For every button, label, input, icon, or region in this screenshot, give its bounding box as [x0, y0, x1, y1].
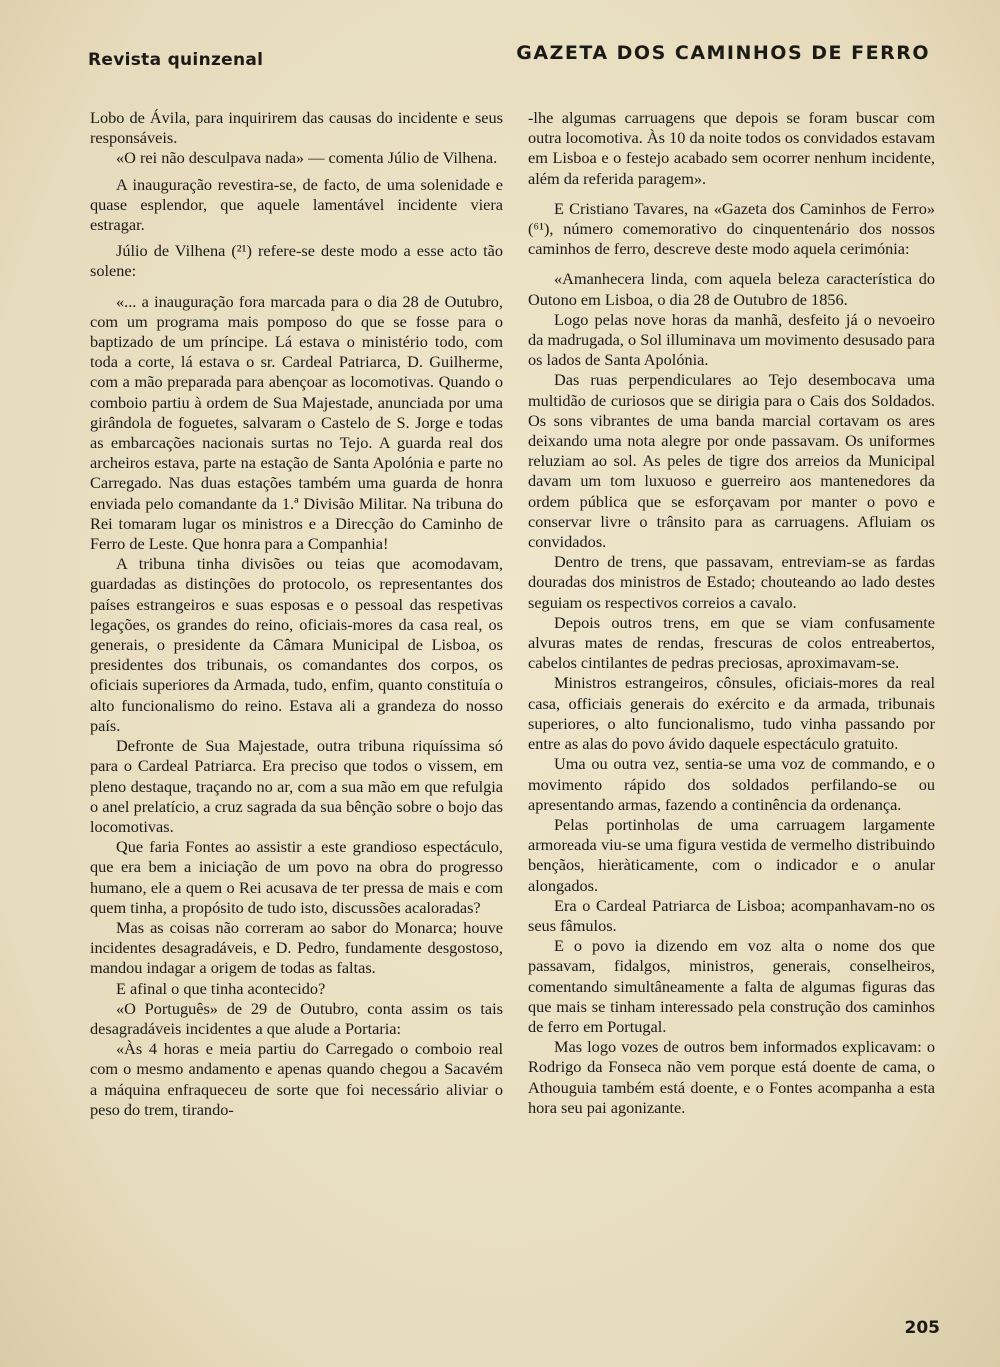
paragraph: «Às 4 horas e meia partiu do Carregado o comboio real com o mesmo andamento e apenas quando chegou a Sacavém a máquina enfraqueceu de sorte que foi necessário aliviar o peso do trem, tirando-: [90, 1039, 503, 1119]
quote-paragraph: «Amanhecera linda, com aquela beleza característica do Outono em Lisboa, o dia 28 de Outubro de 1856.: [528, 269, 935, 309]
paragraph: E afinal o que tinha acontecido?: [116, 978, 326, 998]
page-number: 205: [904, 1318, 940, 1338]
paragraph: E o povo ia dizendo em voz alta o nome dos que passavam, fidalgos, ministros, generais, conselheiros, comentando simultâneamente a falta de algumas figuras das que mais se tinham interessado pela construção dos caminhos de ferro em Portugal.: [528, 936, 935, 1036]
paragraph: «O Português» de 29 de Outubro, conta assim os tais desagradáveis incidentes a que alude a Portaria:: [90, 998, 503, 1038]
paragraph: «O rei não desculpava nada» — comenta Júlio de Vilhena.: [116, 148, 498, 168]
paragraph: Dentro de trens, que passavam, entreviam-se as fardas douradas dos ministros de Estado; chouteando ao lado destes seguiam os respectivos correios a cavalo.: [528, 552, 935, 612]
paragraph: Depois outros trens, em que se viam confusamente alvuras mates de rendas, frescuras de colos entreabertos, cabelos cintilantes de pedras preciosas, aproximavam-se.: [528, 612, 935, 673]
paragraph: Era o Cardeal Patriarca de Lisboa; acompanhavam-no os seus fâmulos.: [528, 895, 935, 935]
publication-frequency: Revista quinzenal: [88, 50, 264, 70]
paragraph: Ministros estrangeiros, cônsules, oficiais-mores da real casa, officiais generais do exército e da armada, tribunais superiores, o alto funcionalismo, tudo vinha passando por entre as alas do povo ávido daquele espectáculo gratuito.: [528, 673, 935, 754]
paragraph: Mas as coisas não correram ao sabor do Monarca; houve incidentes desagradáveis, e D. Pedro, fundamente desgostoso, mandou indagar a origem de todas as faltas.: [90, 917, 503, 978]
quote-paragraph: «... a inauguração fora marcada para o dia 28 de Outubro, com um programa mais pomposo do que se fosse para o baptizado de um príncipe. Lá estava o ministério todo, com toda a corte, lá estava o sr. Cardeal Patriarca, D. Guilherme, com a mão preparada para abençoar as locomotivas. Quando o comboio partiu à ordem de Sua Majestade, anunciada por uma girândola de foguetes, salvaram o Castelo de S. Jorge e todas as embarcações nacionais surtas no Tejo. A guarda real dos archeiros estava, parte na estação de Santa Apolónia e parte no Carregado. Nas duas estações também uma guarda de honra enviada pelo comandante da 1.ª Divisão Militar. Na tribuna do Rei tomaram lugar os ministros e a Direcção do Caminho de Ferro de Leste. Que honra para a Companhia!: [90, 291, 503, 554]
paragraph: Júlio de Vilhena (²¹) refere-se deste modo a esse acto tão solene:: [90, 241, 503, 281]
paragraph: A tribuna tinha divisões ou teias que acomodavam, guardadas as distinções do protocolo, os representantes dos países estrangeiros e suas esposas e o pessoal das respetivas legações, os grandes do reino, oficiais-mores da casa real, os generais, o presidente da Câmara Municipal de Lisboa, os presidentes dos tribunais, os comandantes dos corpos, os oficiais superiores da Armada, tudo, enfim, quanto constituía o alto funcionalismo do reino. Estava ali a grandeza do nosso país.: [90, 554, 503, 735]
paragraph: Que faria Fontes ao assistir a este grandioso espectáculo, que era bem a iniciação de um povo na obra do progresso humano, ele a quem o Rei acusava de ter pressa de mais e com quem tinha, a propósito de tudo isto, discussões acaloradas?: [90, 837, 503, 917]
paragraph: E Cristiano Tavares, na «Gazeta dos Caminhos de Ferro» (⁶¹), número comemorativo do cinquentenário dos nossos caminhos de ferro, descreve deste modo aquela cerimónia:: [528, 198, 935, 259]
publication-title: GAZETA DOS CAMINHOS DE FERRO: [516, 42, 930, 64]
paragraph: Uma ou outra vez, sentia-se uma voz de commando, e o movimento rápido dos soldados perfilando-se ou apresentando armas, fazendo a continência da ordenança.: [528, 754, 935, 814]
paragraph: A inauguração revestira-se, de facto, de uma solenidade e quase esplendor, que aquele lamentável incidente viera estragar.: [90, 174, 503, 235]
paragraph: Pelas portinholas de uma carruagem largamente armoreada viu-se uma figura vestida de vermelho distribuindo bençãos, hieràticamente, com o indicador e o anular alongados.: [528, 814, 935, 895]
paragraph: Das ruas perpendiculares ao Tejo desembocava uma multidão de curiosos que se dirigia para o Cais dos Soldados. Os sons vibrantes de uma banda marcial cortavam os ares deixando uma nota alegre por onde passavam. Os uniformes reluziam ao sol. As peles de tigre dos arreios da Municipal davam um tom luxuoso e guerreiro aos mantenedores da ordem pública que se esforçavam por manter o povo e conservar livre o trânsito para as carruagens. Afluiam os convidados.: [528, 370, 935, 552]
paragraph: Mas logo vozes de outros bem informados explicavam: o Rodrigo da Fonseca não vem porque está doente de cama, o Athouguia também está doente, e o Fontes acompanha a esta hora seu pai agonizante.: [528, 1037, 935, 1117]
paragraph: -lhe algumas carruagens que depois se foram buscar com outra locomotiva. Às 10 da noite todos os convidados estavam em Lisboa e o festejo acabado sem ocorrer nenhum incidente, além da referida paragem».: [528, 108, 935, 188]
paragraph: Lobo de Ávila, para inquirirem das causas do incidente e seus responsáveis.: [90, 108, 503, 148]
right-column: [528, 108, 935, 1118]
paragraph: Defronte de Sua Majestade, outra tribuna riquíssima só para o Cardeal Patriarca. Era preciso que todos o vissem, em pleno destaque, traçando no ar, com a sua mão em que refulgia o anel prelatício, a cruz sagrada da sua bênção sobre o bojo das locomotivas.: [90, 736, 503, 836]
paragraph: Logo pelas nove horas da manhã, desfeito já o nevoeiro da madrugada, o Sol illuminava um movimento desusado para os lados de Santa Apolónia.: [528, 309, 935, 370]
left-column: [90, 108, 503, 1120]
